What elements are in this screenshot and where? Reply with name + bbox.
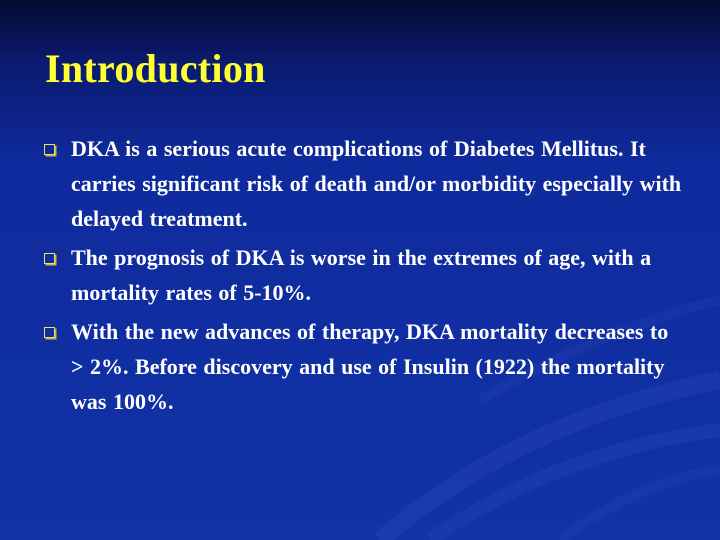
hollow-square-bullet-icon <box>44 253 55 264</box>
hollow-square-bullet-icon <box>44 144 55 155</box>
bullet-item <box>42 131 682 236</box>
bullet-text: The prognosis of DKA is worse in the extremes of age, with a mortality rates of 5-10%. <box>71 245 652 305</box>
bullet-item <box>42 240 682 310</box>
hollow-square-bullet-icon <box>44 327 55 338</box>
bullet-list <box>42 131 682 423</box>
bullet-text: DKA is a serious acute complications of Diabetes Mellitus. It carries significant risk of death and/or morbidity especially with delayed treatment. <box>71 136 682 231</box>
bullet-text: With the new advances of therapy, DKA mortality decreases to > 2%. Before discovery and use of Insulin (1922) the mortality was 100%. <box>71 319 669 414</box>
bullet-item <box>42 314 682 419</box>
slide-title: Introduction <box>45 46 266 91</box>
